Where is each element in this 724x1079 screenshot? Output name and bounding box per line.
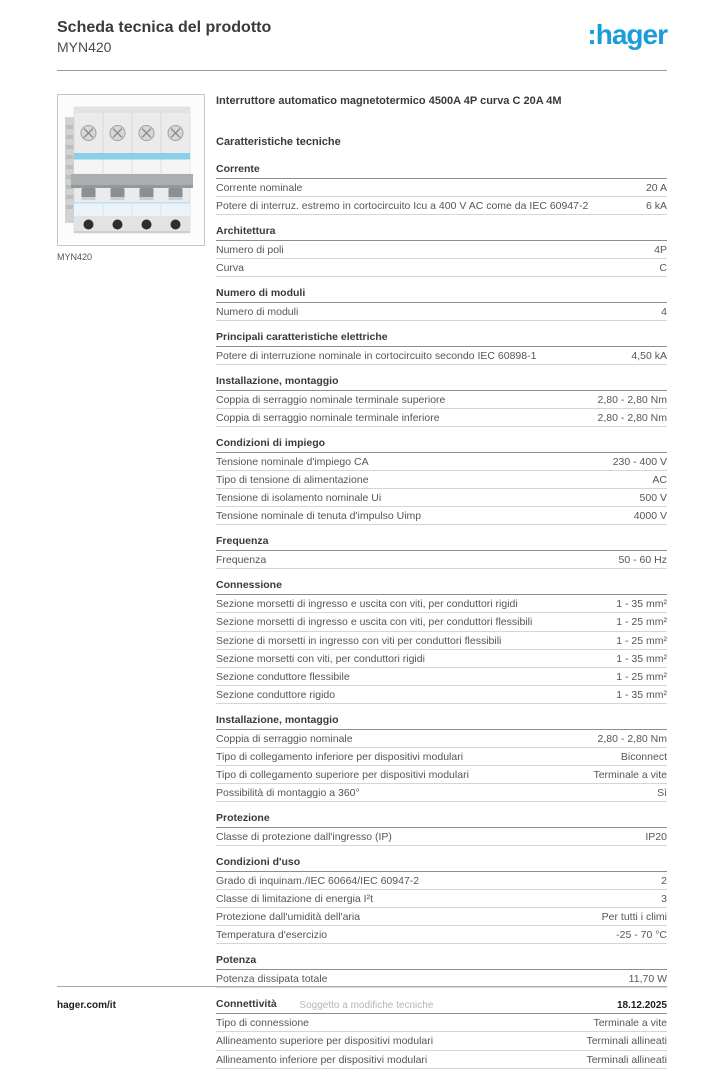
section-title: Connessione <box>216 579 667 595</box>
section-title: Potenza <box>216 954 667 970</box>
page-header <box>0 0 724 55</box>
section-rows <box>216 241 667 277</box>
spec-label: Coppia di serraggio nominale <box>216 732 353 745</box>
section-rows <box>216 872 667 944</box>
spec-label: Possibilità di montaggio a 360° <box>216 786 360 799</box>
hager-logo: :hager <box>587 19 667 50</box>
product-image-column <box>57 94 205 262</box>
table-row <box>216 766 667 784</box>
table-row <box>216 650 667 668</box>
table-row <box>216 595 667 613</box>
spec-label: Tensione nominale di tenuta d'impulso Uimp <box>216 510 422 523</box>
spec-value: 1 - 25 mm² <box>616 616 667 629</box>
spec-label: Temperatura d'esercizio <box>216 929 328 942</box>
section-title: Architettura <box>216 225 667 241</box>
spec-value: 1 - 25 mm² <box>616 670 667 683</box>
circuit-breaker-image <box>58 95 204 245</box>
spec-value: 1 - 35 mm² <box>616 598 667 611</box>
tech-characteristics-heading: Caratteristiche tecniche <box>216 135 341 148</box>
spec-label: Grado di inquinam./IEC 60664/IEC 60947-2 <box>216 875 420 888</box>
footer-date: 18.12.2025 <box>616 1000 667 1011</box>
section-rows <box>216 453 667 525</box>
spec-value: 6 kA <box>645 199 667 212</box>
spec-label: Sezione di morsetti in ingresso con viti per conduttori flessibili <box>216 634 502 647</box>
spec-label: Protezione dall'umidità dell'aria <box>216 911 361 924</box>
specifications-column <box>216 94 667 1078</box>
spec-section <box>216 579 667 703</box>
table-row <box>216 872 667 890</box>
spec-value: 50 - 60 Hz <box>618 554 667 567</box>
table-row <box>216 179 667 197</box>
spec-value: 2 <box>661 875 667 888</box>
spec-value: 1 - 35 mm² <box>616 688 667 701</box>
table-row <box>216 613 667 631</box>
spec-value: 1 - 25 mm² <box>616 634 667 647</box>
section-title: Installazione, montaggio <box>216 714 667 730</box>
spec-label: Sezione morsetti di ingresso e uscita con viti, per conduttori flessibili <box>216 616 533 629</box>
spec-label: Classe di protezione dall'ingresso (IP) <box>216 831 392 844</box>
spec-label: Sezione conduttore flessibile <box>216 670 350 683</box>
table-row <box>216 748 667 766</box>
table-row <box>216 347 667 365</box>
table-row <box>216 551 667 569</box>
table-row <box>216 686 667 704</box>
spec-label: Allineamento inferiore per dispositivi modulari <box>216 1053 428 1066</box>
spec-label: Tipo di tensione di alimentazione <box>216 474 369 487</box>
table-row <box>216 908 667 926</box>
spec-label: Numero di moduli <box>216 305 299 318</box>
product-reference: MYN420 <box>57 39 112 56</box>
footer-website: hager.com/it <box>57 1000 116 1011</box>
spec-label: Tensione nominale d'impiego CA <box>216 456 369 469</box>
spec-value: AC <box>652 474 667 487</box>
section-title: Condizioni di impiego <box>216 437 667 453</box>
spec-value: Sì <box>657 786 667 799</box>
section-rows <box>216 303 667 321</box>
table-row <box>216 471 667 489</box>
section-rows <box>216 828 667 846</box>
spec-section <box>216 375 667 427</box>
spec-value: 3 <box>661 893 667 906</box>
section-title: Installazione, montaggio <box>216 375 667 391</box>
table-row <box>216 668 667 686</box>
spec-value: C <box>659 261 667 274</box>
page-footer <box>57 986 667 1011</box>
table-row <box>216 259 667 277</box>
spec-label: Tipo di connessione <box>216 1017 310 1030</box>
spec-value: Terminale a vite <box>593 768 667 781</box>
spec-value: 1 - 35 mm² <box>616 652 667 665</box>
section-title: Numero di moduli <box>216 287 667 303</box>
table-row <box>216 890 667 908</box>
section-title: Corrente <box>216 163 667 179</box>
spec-label: Potere di interruz. estremo in cortocircuito Icu a 400 V AC come da IEC 60947-2 <box>216 199 589 212</box>
spec-label: Sezione morsetti di ingresso e uscita con viti, per conduttori rigidi <box>216 598 518 611</box>
spec-section <box>216 437 667 525</box>
section-title: Frequenza <box>216 535 667 551</box>
spec-label: Coppia di serraggio nominale terminale superiore <box>216 393 446 406</box>
spec-value: Biconnect <box>620 750 667 763</box>
spec-value: Per tutti i climi <box>601 911 667 924</box>
section-rows <box>216 730 667 802</box>
table-row <box>216 926 667 944</box>
spec-label: Sezione morsetti con viti, per conduttori rigidi <box>216 652 425 665</box>
section-rows <box>216 595 667 703</box>
product-image-caption: MYN420 <box>57 252 93 263</box>
section-rows <box>216 1014 667 1068</box>
spec-value: Terminali allineati <box>586 1035 667 1048</box>
spec-value: 2,80 - 2,80 Nm <box>597 393 667 406</box>
table-row <box>216 507 667 525</box>
table-row <box>216 1032 667 1050</box>
spec-label: Curva <box>216 261 245 274</box>
section-title: Condizioni d'uso <box>216 856 667 872</box>
spec-value: -25 - 70 °C <box>616 929 667 942</box>
spec-value: 2,80 - 2,80 Nm <box>597 732 667 745</box>
table-row <box>216 828 667 846</box>
spec-label: Tensione di isolamento nominale Ui <box>216 492 382 505</box>
section-title: Protezione <box>216 812 667 828</box>
content-area <box>0 71 724 1078</box>
spec-label: Tipo di collegamento superiore per dispositivi modulari <box>216 768 469 781</box>
table-row <box>216 453 667 471</box>
spec-value: 4 <box>661 305 667 318</box>
section-title: Principali caratteristiche elettriche <box>216 331 667 347</box>
spec-label: Corrente nominale <box>216 181 303 194</box>
spec-section <box>216 331 667 365</box>
section-rows <box>216 347 667 365</box>
spec-label: Classe di limitazione di energia I²t <box>216 893 373 906</box>
spec-label: Tipo di collegamento inferiore per dispositivi modulari <box>216 750 464 763</box>
spec-label: Frequenza <box>216 554 267 567</box>
table-row <box>216 1014 667 1032</box>
table-row <box>216 409 667 427</box>
spec-label: Potenza dissipata totale <box>216 973 328 986</box>
spec-value: 11,70 W <box>628 973 667 986</box>
spec-value: Terminale a vite <box>593 1017 667 1030</box>
table-row <box>216 632 667 650</box>
spec-value: 20 A <box>645 181 667 194</box>
spec-section <box>216 714 667 802</box>
footer-divider <box>57 986 667 987</box>
spec-section <box>216 287 667 321</box>
spec-section <box>216 163 667 215</box>
sections <box>216 163 667 1069</box>
spec-section <box>216 535 667 569</box>
header-titles <box>57 19 271 55</box>
table-row <box>216 784 667 802</box>
table-row <box>216 241 667 259</box>
spec-section <box>216 856 667 944</box>
section-rows <box>216 391 667 427</box>
spec-value: 2,80 - 2,80 Nm <box>597 412 667 425</box>
footer-row <box>57 1000 667 1011</box>
table-row <box>216 489 667 507</box>
spec-label: Sezione conduttore rigido <box>216 688 336 701</box>
table-row <box>216 197 667 215</box>
page-title: Scheda tecnica del prodotto <box>57 19 272 36</box>
product-title: Interruttore automatico magnetotermico 4500A 4P curva C 20A 4M <box>216 95 562 108</box>
section-rows <box>216 551 667 569</box>
spec-section <box>216 954 667 988</box>
spec-section <box>216 225 667 277</box>
table-row <box>216 391 667 409</box>
section-rows <box>216 179 667 215</box>
spec-value: Terminali allineati <box>586 1053 667 1066</box>
spec-label: Numero di poli <box>216 243 284 256</box>
spec-label: Potere di interruzione nominale in cortocircuito secondo IEC 60898-1 <box>216 349 537 362</box>
spec-label: Allineamento superiore per dispositivi modulari <box>216 1035 434 1048</box>
section-title: Connettività <box>216 998 667 1014</box>
table-row <box>216 303 667 321</box>
spec-section <box>216 812 667 846</box>
spec-value: 500 V <box>639 492 667 505</box>
footer-disclaimer: Soggetto a modifiche tecniche <box>299 1000 434 1011</box>
spec-label: Coppia di serraggio nominale terminale inferiore <box>216 412 440 425</box>
table-row <box>216 1051 667 1069</box>
spec-value: 230 - 400 V <box>612 456 667 469</box>
spec-value: IP20 <box>645 831 667 844</box>
product-image-frame <box>57 94 205 246</box>
table-row <box>216 730 667 748</box>
spec-value: 4,50 kA <box>631 349 667 362</box>
spec-value: 4P <box>654 243 667 256</box>
spec-value: 4000 V <box>633 510 667 523</box>
